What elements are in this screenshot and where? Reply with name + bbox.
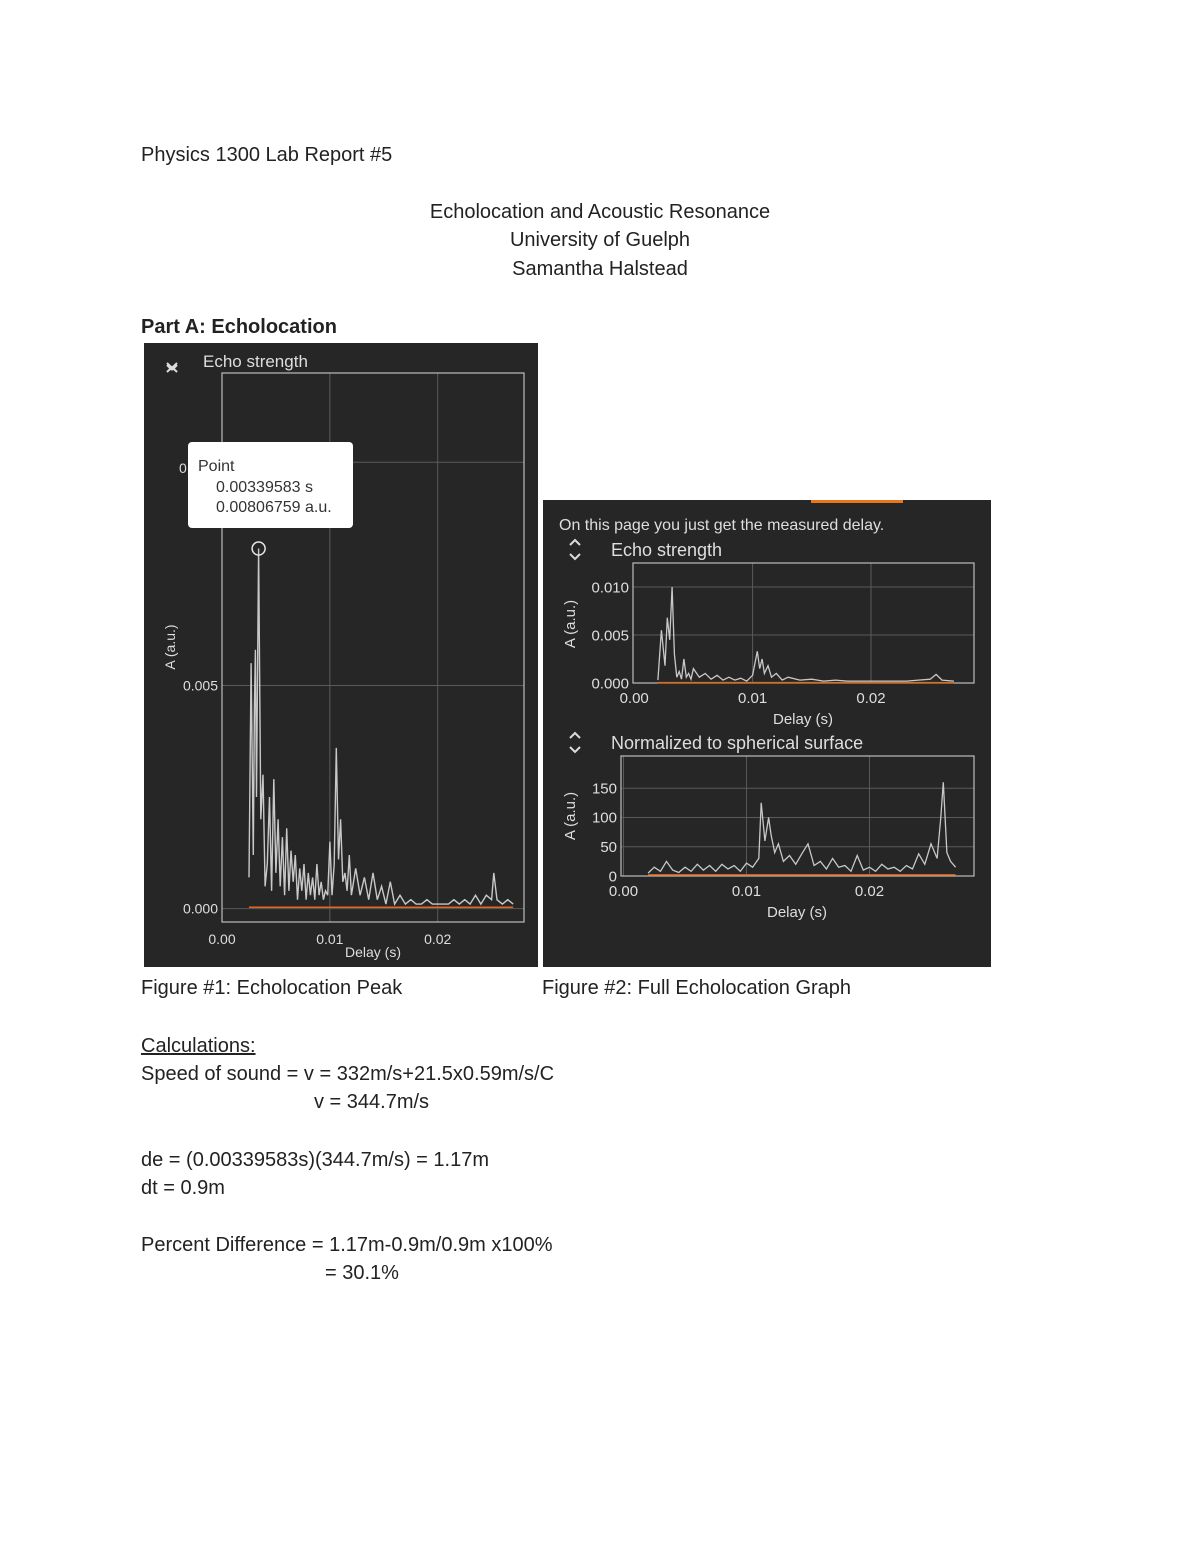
chart-title: Echo strength [611,540,723,560]
series-line [658,587,954,681]
calc-line: dt = 0.9m [141,1177,225,1199]
figure2-caption: Figure #2: Full Echolocation Graph [542,977,852,999]
y-tick-label: 0.005 [591,627,629,645]
x-axis-label: Delay (s) [344,944,402,960]
figure1-panel [144,343,538,967]
y-tick-label: 0.010 [591,579,629,597]
tooltip-y-value: 0.00806759 a.u. [216,499,332,516]
figure1-caption: Figure #1: Echolocation Peak [141,977,403,999]
y-tick-label: 0.000 [182,900,218,917]
x-axis-label: Delay (s) [772,711,834,728]
y-axis-label: A (a.u.) [562,599,579,649]
x-tick-label: 0.01 [316,931,344,947]
active-tab-indicator [811,500,903,503]
tick-labels [591,579,885,707]
institution: University of Guelph [509,229,691,251]
collapse-icon[interactable] [570,733,580,752]
figure2-chart [543,500,991,967]
point-tooltip [188,442,353,528]
x-tick-label: 0.00 [208,931,236,947]
author: Samantha Halstead [512,258,688,280]
figure2-panel [543,500,991,967]
calc-line: Percent Difference = 1.17m-0.9m/0.9m x100% [141,1234,553,1256]
course-line: Physics 1300 Lab Report #5 [141,144,393,166]
calc-line: Speed of sound = v = 332m/s+21.5x0.59m/s/C [141,1063,555,1085]
figure1-chart [144,343,538,967]
y-tick-label: 0.005 [182,677,218,694]
series-line [648,782,956,873]
x-tick-label: 0.02 [854,883,885,900]
calculations-heading: Calculations: [141,1035,256,1057]
report-title: Echolocation and Acoustic Resonance [429,201,771,223]
chart-title: Echo strength [203,352,308,371]
tooltip-heading: Point [198,458,235,475]
x-tick-label: 0.00 [608,883,639,900]
x-tick-label: 0.02 [856,690,886,707]
series-line [249,549,513,905]
y-tick-label: 0 [608,868,617,886]
calc-line: = 30.1% [325,1262,399,1284]
calc-line: v = 344.7m/s [314,1091,430,1113]
y-tick-label: 0.000 [591,675,629,693]
tick-labels [592,780,884,900]
tooltip-x-value: 0.00339583 s [216,479,313,496]
chart-title: Normalized to spherical surface [611,733,864,753]
y-axis-label: A (a.u.) [162,624,178,670]
y-tick-label: 50 [600,838,617,856]
x-tick-label: 0.01 [737,690,768,707]
y-tick-partial: 0 [179,460,187,476]
intro-text: On this page you just get the measured delay. [559,517,885,534]
y-axis-label: A (a.u.) [562,791,579,841]
y-tick-label: 150 [591,780,617,798]
collapse-icon[interactable] [570,540,580,559]
x-axis-label: Delay (s) [766,904,828,921]
x-tick-label: 0.00 [619,690,649,707]
calc-line: de = (0.00339583s)(344.7m/s) = 1.17m [141,1149,489,1171]
collapse-icon[interactable] [167,363,177,372]
section-heading: Part A: Echolocation [141,316,337,338]
y-tick-label: 100 [591,809,617,827]
x-tick-label: 0.02 [424,931,452,947]
x-tick-label: 0.01 [731,883,762,900]
